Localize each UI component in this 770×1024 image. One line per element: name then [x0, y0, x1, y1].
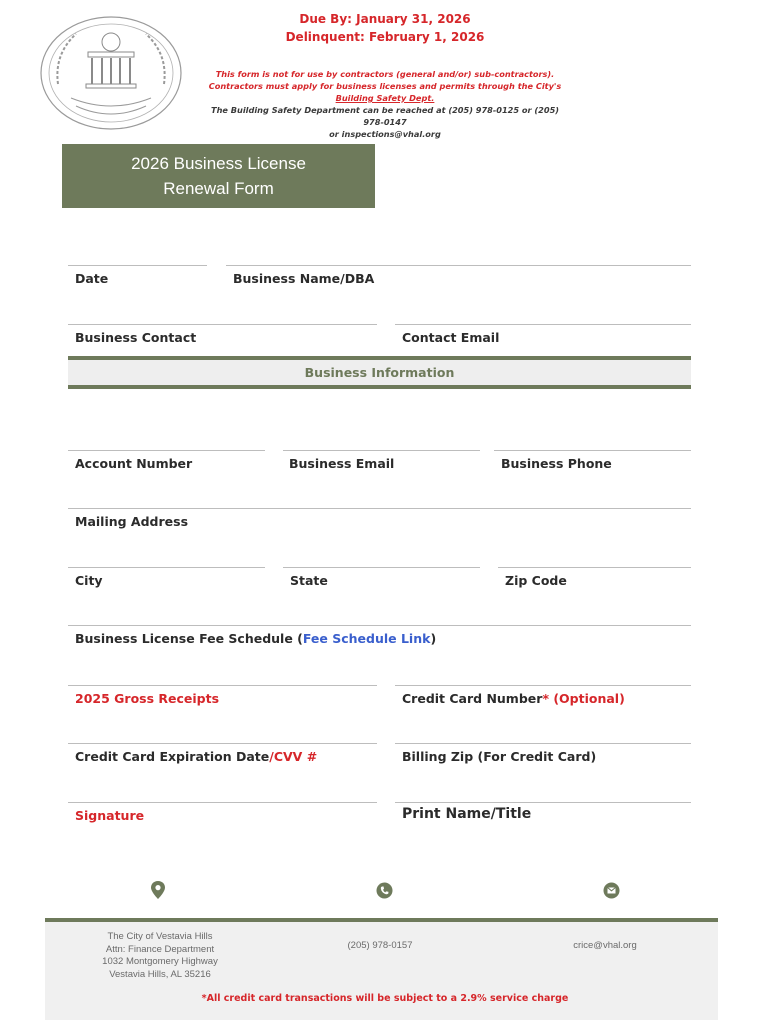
fee-schedule-label: [75, 631, 436, 646]
section-title: Business Information: [304, 365, 455, 380]
fee-schedule-suffix: ): [430, 631, 437, 646]
business-contact-field-line[interactable]: [68, 324, 377, 325]
billing-zip-label: Billing Zip (For Credit Card): [402, 749, 597, 764]
service-charge-note: *All credit card transactions will be subject to a 2.9% service charge: [201, 993, 569, 1004]
address-line-3: 1032 Montgomery Highway: [102, 956, 218, 967]
signature-label: Signature: [75, 808, 145, 823]
business-name-label: Business Name/DBA: [233, 271, 375, 286]
credit-card-number-field-line[interactable]: [395, 685, 691, 686]
mailing-address-label: Mailing Address: [75, 514, 189, 529]
notice-email-line: or inspections@vhal.org: [329, 129, 441, 139]
city-seal-logo: [36, 14, 186, 132]
business-email-field-line[interactable]: [283, 450, 480, 451]
gross-receipts-label: 2025 Gross Receipts: [75, 691, 220, 706]
state-label: State: [290, 573, 328, 588]
print-name-field-line[interactable]: [395, 802, 691, 803]
notice-text: This form is not for use by contractors (general and/or) sub-contractors). Contractors must apply for business licenses and permits through the City's: [208, 69, 562, 91]
form-title: 2026 Business License Renewal Form: [131, 154, 306, 198]
business-email-label: Business Email: [289, 456, 395, 471]
fee-schedule-link[interactable]: Fee Schedule Link: [302, 631, 431, 646]
address-line-1: The City of Vestavia Hills: [107, 931, 213, 942]
zip-code-label: Zip Code: [505, 573, 567, 588]
location-pin-icon: [149, 880, 167, 898]
form-title-box: [62, 144, 375, 208]
credit-card-number-text: Credit Card Number: [402, 691, 543, 706]
address-line-2: Attn: Finance Department: [105, 943, 215, 955]
footer-address: [80, 931, 240, 981]
gross-receipts-field-line[interactable]: [68, 685, 377, 686]
mailing-address-field-line[interactable]: [68, 508, 691, 509]
credit-card-number-label: [402, 691, 625, 706]
cvv-text: /CVV #: [269, 749, 318, 764]
date-label: Date: [75, 271, 109, 286]
city-field-line[interactable]: [68, 567, 265, 568]
city-label: City: [75, 573, 103, 588]
date-field-line[interactable]: [68, 265, 207, 266]
business-name-field-line[interactable]: [226, 265, 691, 266]
footer-phone[interactable]: (205) 978-0157: [347, 940, 413, 951]
print-name-label: Print Name/Title: [402, 806, 532, 822]
business-phone-field-line[interactable]: [494, 450, 691, 451]
delinquent-date: Delinquent: February 1, 2026: [285, 30, 485, 44]
notice-contact-line: The Building Safety Department can be reached at (205) 978-0125 or (205) 978-0147: [210, 105, 560, 127]
cc-expiration-label: [75, 749, 317, 764]
account-number-label: Account Number: [75, 456, 193, 471]
fee-schedule-field-line[interactable]: [68, 625, 691, 626]
required-asterisk: *: [542, 691, 549, 706]
fee-schedule-prefix: Business License Fee Schedule (: [75, 631, 303, 646]
contact-email-label: Contact Email: [402, 330, 500, 345]
zip-code-field-line[interactable]: [498, 567, 691, 568]
business-contact-label: Business Contact: [75, 330, 197, 345]
contact-email-field-line[interactable]: [395, 324, 691, 325]
contractor-notice: [200, 68, 570, 140]
phone-icon: [376, 882, 394, 900]
signature-field-line[interactable]: [68, 802, 377, 803]
due-by-date: Due By: January 31, 2026: [299, 12, 471, 26]
section-header-business-information: [68, 356, 691, 389]
email-icon: [603, 882, 621, 900]
cc-expiration-text: Credit Card Expiration Date: [75, 749, 270, 764]
state-field-line[interactable]: [283, 567, 480, 568]
optional-note: (Optional): [548, 691, 625, 706]
account-number-field-line[interactable]: [68, 450, 265, 451]
building-safety-link[interactable]: Building Safety Dept.: [335, 93, 435, 103]
address-line-4: Vestavia Hills, AL 35216: [109, 968, 211, 980]
business-phone-label: Business Phone: [501, 456, 612, 471]
footer-email[interactable]: crice@vhal.org: [573, 940, 637, 951]
cc-expiration-field-line[interactable]: [68, 743, 377, 744]
billing-zip-field-line[interactable]: [395, 743, 691, 744]
